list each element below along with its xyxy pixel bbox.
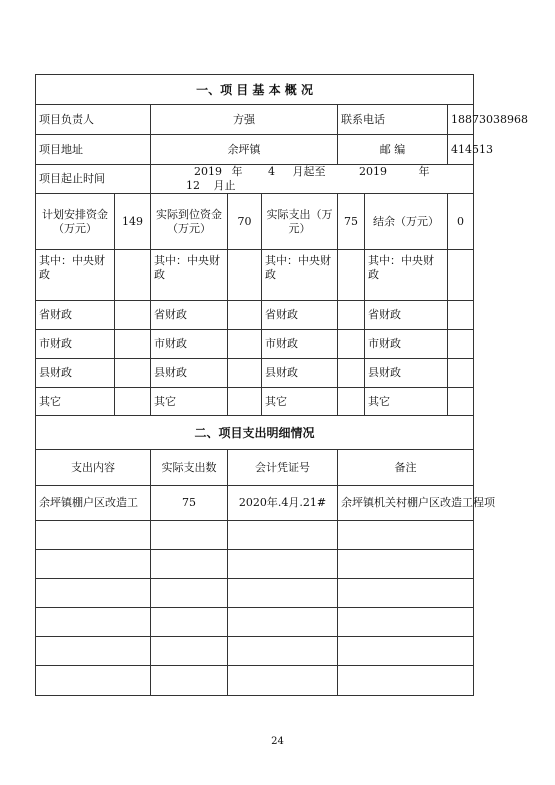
expense-content-cell bbox=[36, 666, 151, 696]
expense-content-cell bbox=[36, 579, 151, 608]
other-source-value-3 bbox=[338, 388, 365, 416]
province-finance-value-3 bbox=[338, 301, 365, 330]
voucher-number-cell: 2020年.4月.21# bbox=[228, 486, 338, 521]
province-finance-value-2 bbox=[228, 301, 262, 330]
central-finance-label: 其中：中央财政 bbox=[365, 250, 448, 301]
central-finance-value-4 bbox=[448, 250, 474, 301]
actual-expense-cell bbox=[151, 666, 228, 696]
postcode-value: 414513 bbox=[448, 135, 474, 165]
voucher-number-cell bbox=[228, 550, 338, 579]
city-finance-label: 市财政 bbox=[36, 330, 115, 359]
table-row bbox=[36, 637, 474, 666]
start-month-unit: 月起至 bbox=[292, 165, 326, 178]
actual-expense-cell bbox=[151, 637, 228, 666]
county-finance-label: 县财政 bbox=[262, 359, 338, 388]
table-row bbox=[36, 521, 474, 550]
section1-title: 一、项 目 基 本 概 况 bbox=[36, 75, 474, 105]
expense-content-cell bbox=[36, 637, 151, 666]
end-month: 12 bbox=[186, 179, 200, 192]
expense-content-cell bbox=[36, 550, 151, 579]
spent-label: 实际支出（万元） bbox=[262, 194, 338, 250]
other-source-label: 其它 bbox=[262, 388, 338, 416]
leader-label: 项目负责人 bbox=[36, 105, 151, 135]
end-year: 2019 bbox=[359, 165, 387, 178]
start-year: 2019 bbox=[194, 165, 222, 178]
voucher-number-cell bbox=[228, 666, 338, 696]
remarks-cell: 余坪镇机关村棚户区改造工程项 bbox=[338, 486, 474, 521]
remarks-cell bbox=[338, 550, 474, 579]
actual-expense-cell bbox=[151, 579, 228, 608]
expense-content-cell: 余坪镇棚户区改造工 bbox=[36, 486, 151, 521]
province-finance-value-4 bbox=[448, 301, 474, 330]
province-finance-label: 省财政 bbox=[151, 301, 228, 330]
county-finance-label: 县财政 bbox=[365, 359, 448, 388]
page-number: 24 bbox=[271, 736, 284, 747]
actual-funds-label: 实际到位资金（万元） bbox=[151, 194, 228, 250]
section2-title: 二、项目支出明细情况 bbox=[36, 416, 474, 450]
remarks-cell bbox=[338, 666, 474, 696]
postcode-label: 邮 编 bbox=[338, 135, 448, 165]
central-finance-value-1 bbox=[115, 250, 151, 301]
table-row bbox=[36, 550, 474, 579]
city-finance-value-4 bbox=[448, 330, 474, 359]
central-finance-label: 其中：中央财政 bbox=[36, 250, 115, 301]
planned-funds-value: 149 bbox=[115, 194, 151, 250]
phone-label: 联系电话 bbox=[338, 105, 448, 135]
period-value bbox=[151, 165, 474, 194]
balance-value: 0 bbox=[448, 194, 474, 250]
county-finance-label: 县财政 bbox=[36, 359, 115, 388]
table-row bbox=[36, 486, 474, 521]
project-summary-table bbox=[35, 74, 528, 696]
balance-label: 结余（万元） bbox=[365, 194, 448, 250]
central-finance-value-3 bbox=[338, 250, 365, 301]
city-finance-label: 市财政 bbox=[262, 330, 338, 359]
leader-value: 方强 bbox=[151, 105, 338, 135]
province-finance-value-1 bbox=[115, 301, 151, 330]
expense-content-header: 支出内容 bbox=[36, 450, 151, 486]
central-finance-label: 其中：中央财政 bbox=[151, 250, 228, 301]
other-source-value-2 bbox=[228, 388, 262, 416]
remarks-header: 备注 bbox=[338, 450, 474, 486]
address-value: 余坪镇 bbox=[151, 135, 338, 165]
voucher-number-cell bbox=[228, 608, 338, 637]
city-finance-label: 市财政 bbox=[365, 330, 448, 359]
city-finance-label: 市财政 bbox=[151, 330, 228, 359]
period-label: 项目起止时间 bbox=[36, 165, 151, 194]
other-source-label: 其它 bbox=[365, 388, 448, 416]
phone-value: 18873038968 bbox=[448, 105, 474, 135]
remarks-cell bbox=[338, 521, 474, 550]
actual-expense-cell bbox=[151, 550, 228, 579]
table-row bbox=[36, 666, 474, 696]
actual-expense-cell: 75 bbox=[151, 486, 228, 521]
planned-funds-label: 计划安排资金（万元） bbox=[36, 194, 115, 250]
other-source-value-1 bbox=[115, 388, 151, 416]
county-finance-label: 县财政 bbox=[151, 359, 228, 388]
voucher-number-cell bbox=[228, 637, 338, 666]
county-finance-value-2 bbox=[228, 359, 262, 388]
actual-funds-value: 70 bbox=[228, 194, 262, 250]
spent-value: 75 bbox=[338, 194, 365, 250]
address-label: 项目地址 bbox=[36, 135, 151, 165]
city-finance-value-1 bbox=[115, 330, 151, 359]
province-finance-label: 省财政 bbox=[365, 301, 448, 330]
county-finance-value-4 bbox=[448, 359, 474, 388]
province-finance-label: 省财政 bbox=[262, 301, 338, 330]
actual-expense-cell bbox=[151, 521, 228, 550]
other-source-label: 其它 bbox=[36, 388, 115, 416]
table-row bbox=[36, 608, 474, 637]
central-finance-label: 其中：中央财政 bbox=[262, 250, 338, 301]
actual-expense-header: 实际支出数 bbox=[151, 450, 228, 486]
table-row bbox=[36, 579, 474, 608]
start-year-unit: 年 bbox=[231, 165, 243, 178]
city-finance-value-2 bbox=[228, 330, 262, 359]
central-finance-value-2 bbox=[228, 250, 262, 301]
expense-content-cell bbox=[36, 608, 151, 637]
county-finance-value-3 bbox=[338, 359, 365, 388]
other-source-value-4 bbox=[448, 388, 474, 416]
start-month: 4 bbox=[268, 165, 275, 178]
end-year-unit: 年 bbox=[418, 165, 430, 178]
voucher-number-cell bbox=[228, 579, 338, 608]
voucher-number-header: 会计凭证号 bbox=[228, 450, 338, 486]
city-finance-value-3 bbox=[338, 330, 365, 359]
voucher-number-cell bbox=[228, 521, 338, 550]
expense-content-cell bbox=[36, 521, 151, 550]
remarks-cell bbox=[338, 608, 474, 637]
remarks-cell bbox=[338, 579, 474, 608]
province-finance-label: 省财政 bbox=[36, 301, 115, 330]
remarks-cell bbox=[338, 637, 474, 666]
end-month-unit: 月止 bbox=[213, 179, 236, 192]
county-finance-value-1 bbox=[115, 359, 151, 388]
actual-expense-cell bbox=[151, 608, 228, 637]
other-source-label: 其它 bbox=[151, 388, 228, 416]
